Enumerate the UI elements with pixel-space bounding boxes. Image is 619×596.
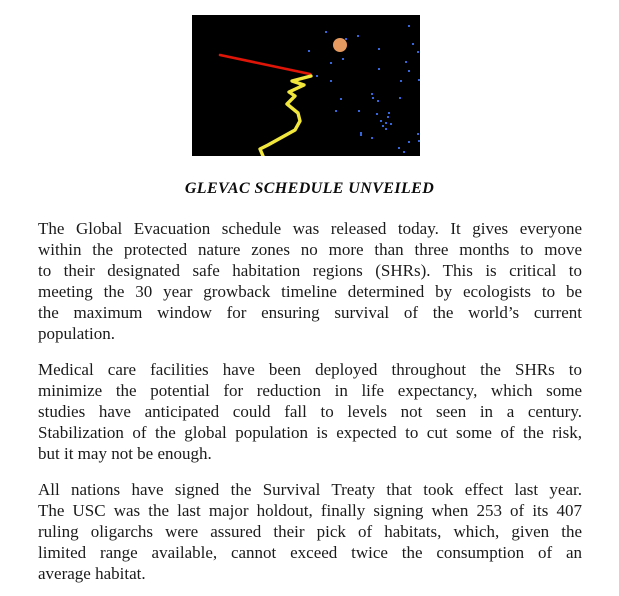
star-dot	[382, 125, 384, 127]
star-dot	[387, 116, 389, 118]
star-dot	[418, 140, 420, 142]
text-line: All nations have signed the Survival Treaty that took effect last year.	[38, 480, 582, 499]
star-dot	[399, 97, 401, 99]
planet-shape	[333, 38, 347, 52]
star-dot	[390, 123, 392, 125]
article-body	[38, 218, 582, 596]
star-dot	[340, 98, 342, 100]
star-dot	[371, 137, 373, 139]
star-dot	[400, 80, 402, 82]
star-dot	[335, 110, 337, 112]
star-dot	[408, 25, 410, 27]
star-dot	[378, 48, 380, 50]
paragraph	[38, 479, 582, 584]
text-line: The USC was the last major holdout, finally signing when 253 of its 407	[38, 501, 582, 520]
star-dot	[408, 141, 410, 143]
star-dot	[325, 31, 327, 33]
text-line: the maximum window for ensuring survival of the world’s current	[38, 303, 582, 322]
star-dot	[418, 79, 420, 81]
star-dot	[308, 50, 310, 52]
star-dot	[403, 151, 405, 153]
text-line: studies have anticipated could fall to levels not seen in a century.	[38, 402, 582, 421]
night-sky-figure	[192, 15, 420, 156]
star-dot	[380, 120, 382, 122]
text-line: meeting the 30 year growback timeline determined by ecologists to be	[38, 282, 582, 301]
article-figure	[192, 15, 420, 156]
star-dot	[316, 75, 318, 77]
text-line: to their designated safe habitation regions (SHRs). This is critical to	[38, 261, 582, 280]
star-dot	[398, 147, 400, 149]
night-sky-background	[192, 15, 420, 156]
star-dot	[371, 93, 373, 95]
star-dot	[360, 134, 362, 136]
star-dot	[378, 68, 380, 70]
star-dot	[385, 128, 387, 130]
star-dot	[377, 100, 379, 102]
text-line: Stabilization of the global population is expected to cut some of the risk,	[38, 423, 582, 442]
text-line: Medical care facilities have been deployed throughout the SHRs to	[38, 360, 582, 379]
star-dot	[372, 97, 374, 99]
star-dot	[417, 133, 419, 135]
text-line: ruling oligarchs were assured their pick of habitats, which, given the	[38, 522, 582, 541]
star-dot	[330, 62, 332, 64]
star-dot	[408, 70, 410, 72]
star-dot	[388, 112, 390, 114]
text-line: within the protected nature zones no more than three months to move	[38, 240, 582, 259]
article-title: GLEVAC SCHEDULE UNVEILED	[184, 180, 435, 197]
star-dot	[358, 110, 360, 112]
star-dot	[405, 61, 407, 63]
star-dot	[385, 122, 387, 124]
star-dot	[412, 43, 414, 45]
star-dot	[376, 113, 378, 115]
text-line: The Global Evacuation schedule was released today. It gives everyone	[38, 219, 582, 238]
paragraph	[38, 359, 582, 464]
paragraph	[38, 218, 582, 344]
text-line: but it may not be enough.	[38, 444, 212, 463]
text-line: limited range available, cannot exceed twice the consumption of an	[38, 543, 582, 562]
star-dot	[417, 51, 419, 53]
star-dot	[330, 80, 332, 82]
star-dot	[357, 35, 359, 37]
text-line: population.	[38, 324, 115, 343]
star-dot	[345, 38, 347, 40]
text-line: average habitat.	[38, 564, 146, 583]
text-line: minimize the potential for reduction in life expectancy, which some	[38, 381, 582, 400]
star-dot	[342, 58, 344, 60]
star-dot	[360, 132, 362, 134]
